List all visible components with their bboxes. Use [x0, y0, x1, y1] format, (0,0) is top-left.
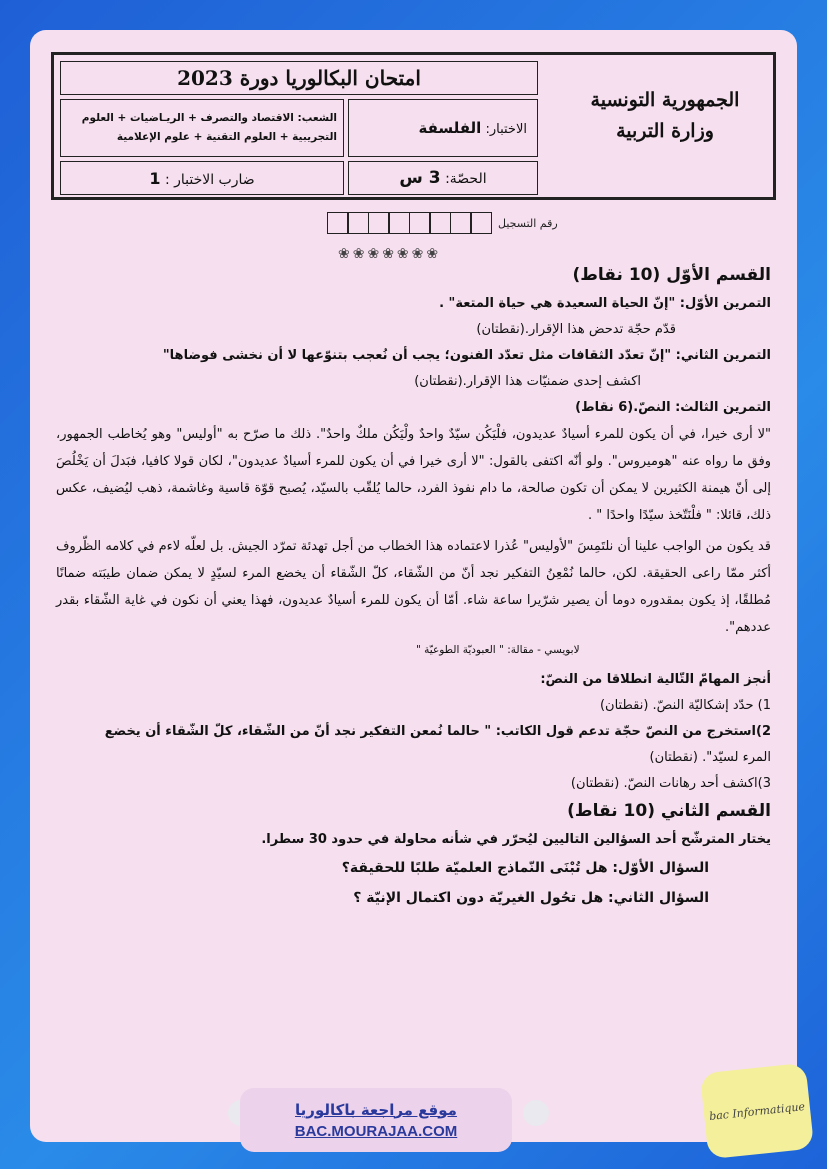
- coefficient-cell: [60, 161, 344, 195]
- question-2: السؤال الثاني: هل تحُول الغيريّة دون اكتمال الإنيّة ؟: [353, 890, 709, 906]
- duration-value: 3 س: [399, 168, 441, 188]
- exercise2-task: اكشف إحدى ضمنيّات هذا الإقرار.(نقطتان): [414, 374, 641, 389]
- exam-body: [56, 265, 771, 913]
- exam-title-cell: [60, 61, 538, 95]
- site-logo-icon-right: [523, 1100, 549, 1126]
- exam-page: [30, 30, 797, 1142]
- ministry-name: وزارة التربية: [616, 120, 714, 143]
- bac-informatique-badge: bac Informatique: [700, 1063, 814, 1160]
- exam-title: امتحان البكالوريا دورة 2023: [177, 66, 421, 90]
- ornament-divider: ❀❀❀❀❀❀❀: [338, 246, 442, 262]
- exercise3-title: التمرين الثالث: النصّ.(6 نقاط): [575, 400, 771, 415]
- duration-label: الحصّة:: [445, 171, 487, 187]
- exercise2-title: التمرين الثاني: "إنّ تعدّد الثقافات مثل تعدّد الفنون؛ يجب أن نُعجب بتنوّعها لا أن نخشى فوضاها": [162, 348, 771, 363]
- country-name: الجمهورية التونسية: [590, 89, 740, 111]
- coefficient-label: ضارب الاختبار :: [164, 171, 255, 188]
- text-paragraph-1: "لا أرى خيرا، في أن يكون للمرء أسيادٌ عديدون، فلْيَكُن سيّدٌ واحدٌ ولْيَكُن ملكٌ واحدٌ". ذلك ما صرّح به "أوليس" وهو يُخاطب الجمهور، وفق ما رواه عنه "هوميروس". ولو أنّه اكتفى بالقول: "لا أرى خيرا في أن يكون للمرء أسيادٌ عديدون"، لكان قولا كافيا، فبَدلَ أن يَخْلُصَ إلى أنّ هيمنة الكثيرين لا يمكن أن تكون صالحة، ما دام نفوذ الفرد، حالما يُلقّب بالسيّد، يُصبح قوّة قاسية وغاشمة، ذهب ليُضيف، عكس ذلك، قائلا: " فلْنَتّخذ سيّدًا واحدًا " .: [56, 427, 771, 523]
- question-1: السؤال الأوّل: هل تُبْنَى النّماذج العلميّة طلبًا للحقيقة؟: [341, 860, 709, 876]
- subject-label: الاختبار:: [485, 122, 527, 137]
- coefficient-value: 1: [149, 168, 161, 188]
- site-name[interactable]: موقع مراجعة باكالوريا: [295, 1100, 457, 1119]
- subject-cell: [348, 99, 538, 157]
- duration-cell: [348, 161, 538, 195]
- part2-instruction: يختار المترشّح أحد السؤالين التاليين ليُحرّر في شأنه محاولة في حدود 30 سطرا.: [261, 832, 771, 847]
- registration-boxes[interactable]: [328, 212, 492, 234]
- subject-field: [418, 119, 527, 137]
- tasks-intro: أنجز المهامّ التّالية انطلاقا من النصّ:: [540, 672, 771, 687]
- coefficient-field: [149, 169, 254, 188]
- site-footer[interactable]: [240, 1088, 512, 1152]
- registration-label: رقم التسجيل: [498, 216, 558, 230]
- task-2-line-1: 2)استخرج من النصّ حجّة تدعم قول الكاتب: " حالما نُمعن التفكير نجد أنّ من الشّقاء، كلّ الشّقاء أن يخضع: [104, 724, 771, 739]
- exercise1-title: التمرين الأوّل: "إنّ الحياة السعيدة هي حياة المتعة" .: [439, 296, 771, 311]
- task-2-line-2: المرء لسيّد". (نقطتان): [649, 750, 771, 765]
- duration-field: [399, 168, 486, 188]
- branches: الشعب: الاقتصاد والتصرف + الريـاضيات + العلوم التجريبية + العلوم التقنية + علوم الإعلامية: [81, 112, 337, 143]
- branches-cell: [60, 99, 344, 157]
- exercise1-task: قدّم حجّة تدحض هذا الإقرار.(نقطتان): [476, 322, 676, 337]
- task-1: 1) حدّد إشكاليّة النصّ. (نقطتان): [599, 698, 771, 713]
- institution-block: [585, 85, 745, 148]
- part1-title: القسم الأوّل (10 نقاط): [572, 265, 771, 285]
- registration-number: [328, 212, 558, 234]
- text-paragraph-2: قد يكون من الواجب علينا أن نلتَمِسَ "لأوليس" عُذرا لاعتماده هذا الخطاب من أجل تهدئة تمرّد الجيش. بل لعلّه لاءم في كلامه الظّروف أكثر ممّا راعى الحقيقة. لكن، حالما نُمْعِنُ التفكير نجد أنّ من الشّقاء، كلّ الشّقاء أن يخضع المرء لسيّدٍ لا يمكن ضمان طيبَته ضمانًا مُطلقًا، إذ يكون بمقدوره دوما أن يصير شرّيرا ساعة شاء. أمّا أن يكون للمرء أسيادٌ عديدون، فهذا يعني أن نكون في غاية الشّقاء بقدر عددهم".: [56, 539, 771, 635]
- part2-title: القسم الثاني (10 نقاط): [567, 801, 771, 821]
- subject-value: الفلسفة: [418, 119, 482, 137]
- task-3: 3)اكشف أحد رهانات النصّ. (نقطتان): [570, 776, 771, 791]
- text-source: لابويسي - مقالة: " العبوديّة الطوعيّة ": [416, 644, 580, 656]
- site-url[interactable]: BAC.MOURAJAA.COM: [294, 1122, 458, 1140]
